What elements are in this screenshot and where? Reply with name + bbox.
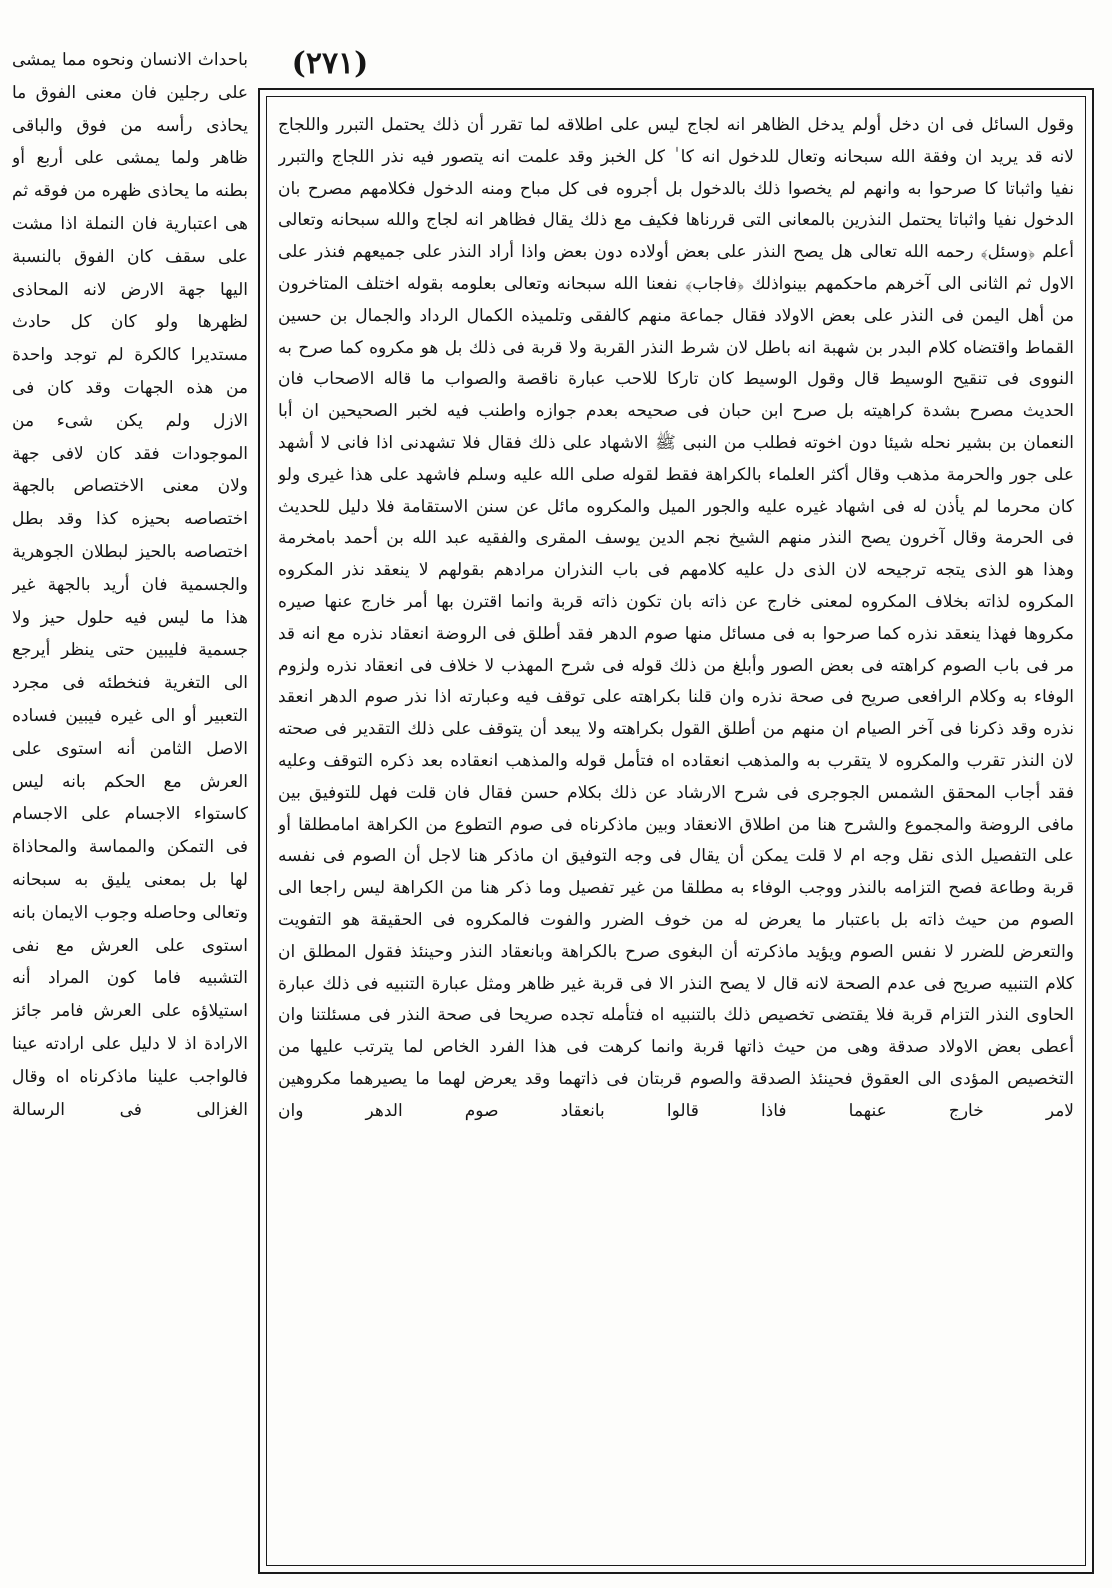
margin-commentary: باحداث الانسان ونحوه مما يمشى على رجلين فان معنى الفوق ما يحاذى رأسه من فوق والباقى ظاهر ولما يمشى على أربع أو بطنه ما يحاذى ظهره من فوقه ثم هى اعتبارية فان النملة اذا مشت على سقف كان الفوق بالنسبة اليها جهة الارض لانه المحاذى لظهرها ولو كان كل حادث مستديرا كالكرة لم توجد واحدة من هذه الجهات وقد كان فى الازل ولم يكن شىء من الموجودات فقد كان لافى جهة ولان معنى الاختصاص بالجهة اختصاصه بحيزه كذا وقد بطل اختصاصه بالحيز لبطلان الجوهرية والجسمية فان أريد بالجهة غير هذا ما ليس فيه حلول حيز ولا جسمية فليبين حتى ينظر أيرجع الى التغرية فنخطئه فى مجرد التعبير أو الى غيره فيبين فساده الاصل الثامن أنه استوى على العرش مع الحكم بانه ليس كاستواء الاجسام على الاجسام فى التمكن والمماسة والمحاذاة لها بل بمعنى يليق به سبحانه وتعالى وحاصله وجوب الايمان بانه استوى على العرش مع نفى التشبيه فاما كون المراد أنه استيلاؤه على العرش فامر جائز الارادة اذ لا دليل على ارادته عينا فالواجب علينا ماذكرناه اه وقال الغزالى فى الرسالة: [12, 50, 248, 1120]
main-text-body: وقول السائل فى ان دخل أولم يدخل الظاهر انه لجاج ليس على اطلاقه لما تقرر أن ذلك يحتمل التبرر واللجاج لانه قد يريد ان وفقة الله سبحانه وتعال للدخول انه كا ٰ كل الخبز وقد علمت انه يتصور فيه نذر اللجاج والتبرر نفيا واثباتا كا صرحوا به وانهم لم يخصوا ذلك بالدخول بل أجروه فى كل مباح ومنه الدخول فكلامهم مصرح بان الدخول نفيا واثباتا يحتمل النذرين بالمعانى التى قررناها فكيف مع ذلك يقال فظاهر انه لجاج والله سبحانه وتعالى أعلم ﴿وسئل﴾ رحمه الله تعالى هل يصح النذر على بعض أولاده دون بعض واذا أراد النذر على جميعهم فنذر على الاول ثم الثانى الى آخرهم ماحكمهم بينواذلك ﴿فاجاب﴾ نفعنا الله سبحانه وتعالى بعلومه بقوله اختلف المتاخرون من أهل اليمن فى النذر على بعض الاولاد فقال جماعة منهم كالفقى وتلميذه الكمال الرداد والجمال بن حسين القماط واقتضاه كلام البدر بن شهبة انه باطل لان شرط النذر القربة ولا قربة فى ذلك بل هو مكروه كما صرح به النووى فى تنقيح الوسيط قال وقول الوسيط كان تاركا للاحب عبارة ناقصة والصواب ما قاله الاصحاب فان الحديث مصرح بشدة كراهيته بل صرح ابن حبان فى صحيحه بعدم جوازه واطنب فيه لخبر الصحيحين ان أبا النعمان بن بشير نحله شيئا دون اخوته فطلب من النبى ﷺ الاشهاد على ذلك فقال فلا تشهدنى اذا فانى لا أشهد على جور والحرمة مذهب وقال أكثر العلماء بالكراهة فقط لقوله صلى الله عليه وسلم فاشهد على هذا غيرى ولو كان محرما لم يأذن له فى اشهاد غيره عليه والجور الميل والمكروه مائل عن سنن الاستقامة فلا دليل للحديث فى الحرمة وقال آخرون يصح النذر منهم الشيخ نجم الدين يوسف المقرى والفقيه عبد الله بن أحمد بامخرمة وهذا هو الذى يتجه ترجيحه لان الذى دل عليه كلامهم فى باب النذران مرادهم بقولهم لا ينعقد نذر المكروه المكروه لذاته بخلاف المكروه لمعنى خارج عن ذاته بان تكون ذاته قربة وانما اقترن بها أمر خارج عنها صيره مكروها فهذا ينعقد نذره كما صرحوا به فى مسائل منها صوم الدهر فقد أطلق فى الروضة انعقاد نذره مع انه قد مر فى باب الصوم كراهته فى بعض الصور وأبلغ من ذلك قوله فى شرح المهذب لا خلاف فى انعقاد نذره ولزوم الوفاء به وكلام الرافعى صريح فى صحة نذره وان قلنا بكراهته على توقف فيه وعبارته اذا نذر صوم الدهر انعقد نذره وقد ذكرنا فى آخر الصيام ان منهم من أطلق القول بكراهته ولا يبعد أن يتوقف على ذلك التقدير فى صحته لان النذر تقرب والمكروه لا يتقرب به والمذهب انعقاده اه فتأمل قوله والمذهب انعقاده بعد ذكره التوقف وعليه فقد أجاب المحقق الشمس الجوجرى فى شرح الارشاد عن ذلك بكلام حسن فقال فان قلت فهل للتوفيق بين مافى الروضة والمجموع والشرح هنا من اطلاق الانعقاد وبين ماذكرناه فى صوم التطوع من الكراهة امامطلقا أو على التفصيل الذى نقل وجه ام لا قلت يمكن أن يقال فى وجه التوفيق ان ماذكر هنا لاجل أن الصوم فى نفسه قربة وطاعة فصح التزامه بالنذر ووجب الوفاء به مطلقا من غير تفصيل وما ذكر هنا من الكراهة ليس راجعا الى الصوم من حيث ذاته بل باعتبار ما يعرض له من خوف الضرر والفوت فالمكروه فى الحقيقة هو التفويت والتعرض للضرر لا نفس الصوم ويؤيد ماذكرته أن البغوى صرح بالكراهة وبانعقاد النذر وحينئذ فقول المطلق ان كلام التنبيه صريح فى عدم الصحة لانه قال لا يصح النذر الا فى قربة غير ظاهر ومثل عبارة التنبيه فى ذلك عبارة الحاوى النذر التزام قربة فلا يقتضى تخصيص ذلك بالتنبيه اه فتأمله تجده صريحا فى صحة النذر فى مسئلتنا وان أعطى بعض الاولاد صدقة وهى من حيث ذاتها قربة وانما كرهت فى هذا الفرد الخاص لما يترتب عليها من التخصيص المؤدى الى العقوق فحينئذ الصدقة والصوم قربتان فى ذاتهما وقد يعرض لهما ما يصيرهما مكروهين لامر خارج عنهما فاذا قالوا بانعقاد صوم الدهر وان: [278, 115, 1074, 1121]
page-number: (٢٧١): [291, 46, 369, 81]
main-text-frame: [258, 88, 1094, 1574]
